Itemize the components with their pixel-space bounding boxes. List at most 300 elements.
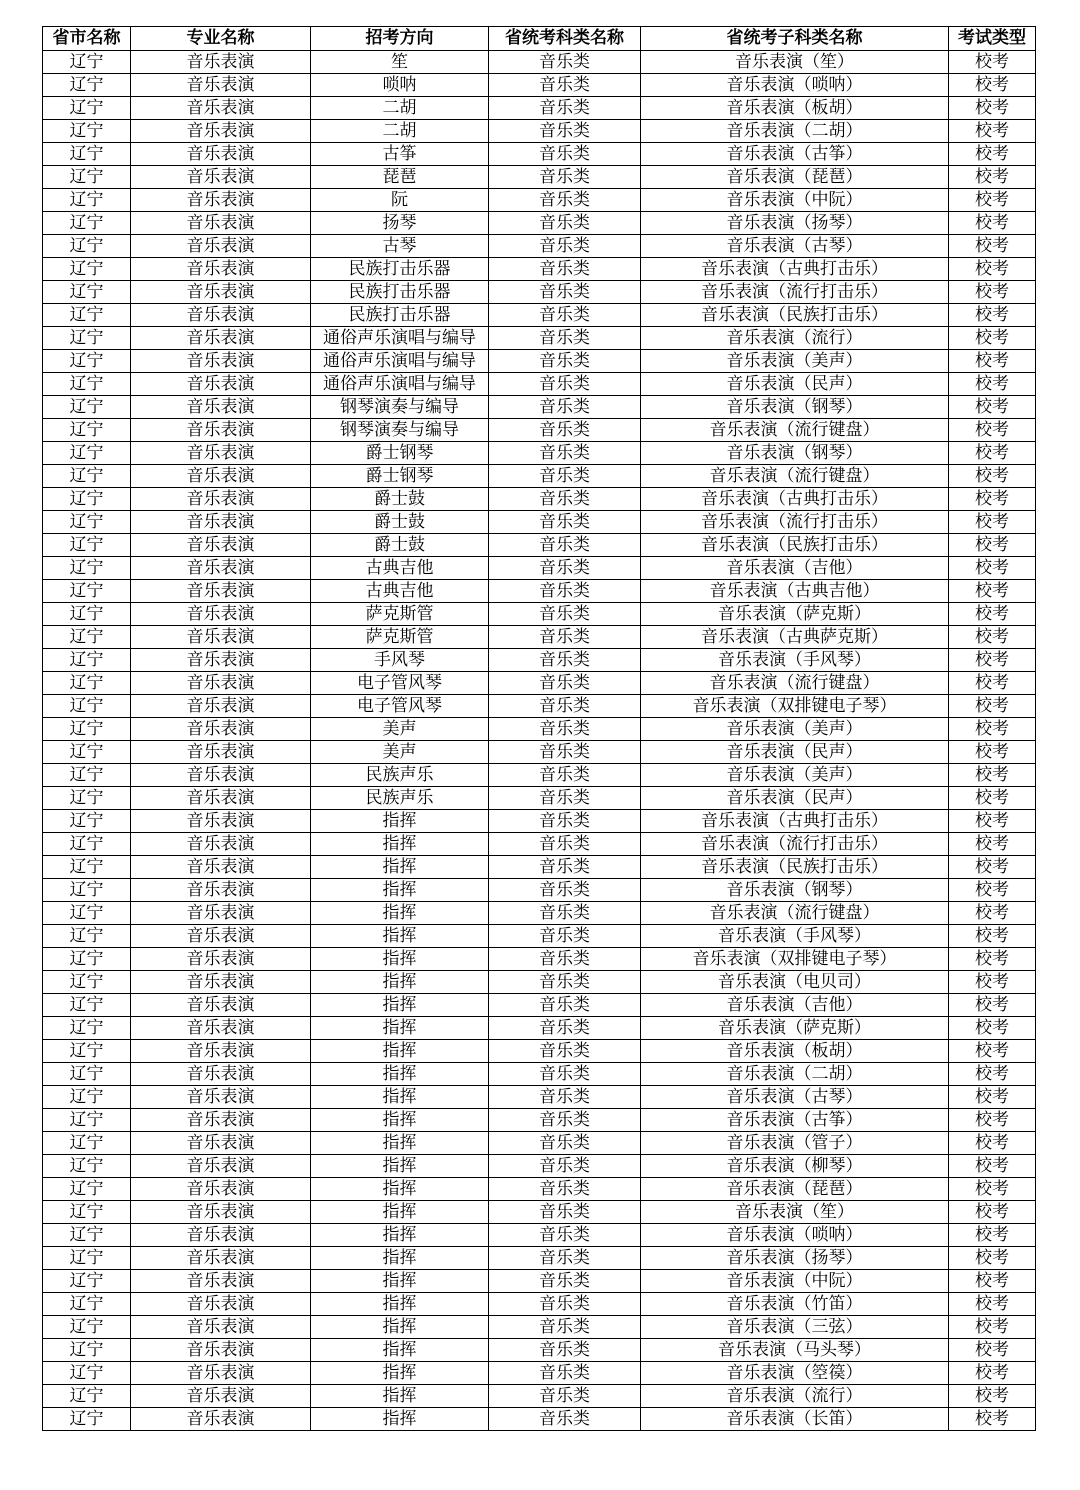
cell-exam-type: 校考 [949, 465, 1036, 488]
table-row [43, 902, 1036, 925]
cell-major: 音乐表演 [131, 1040, 311, 1063]
cell-major: 音乐表演 [131, 810, 311, 833]
cell-category: 音乐类 [489, 396, 641, 419]
cell-major: 音乐表演 [131, 97, 311, 120]
cell-category: 音乐类 [489, 1155, 641, 1178]
cell-major: 音乐表演 [131, 672, 311, 695]
cell-province: 辽宁 [43, 603, 131, 626]
cell-major: 音乐表演 [131, 948, 311, 971]
cell-exam-type: 校考 [949, 580, 1036, 603]
cell-major: 音乐表演 [131, 511, 311, 534]
cell-category: 音乐类 [489, 695, 641, 718]
table-row [43, 1063, 1036, 1086]
cell-exam-type: 校考 [949, 1178, 1036, 1201]
cell-province: 辽宁 [43, 810, 131, 833]
cell-subcategory: 音乐表演（古琴） [641, 235, 949, 258]
cell-province: 辽宁 [43, 1408, 131, 1431]
cell-exam-type: 校考 [949, 1224, 1036, 1247]
cell-category: 音乐类 [489, 281, 641, 304]
cell-subcategory: 音乐表演（流行键盘） [641, 465, 949, 488]
cell-subcategory: 音乐表演（钢琴） [641, 879, 949, 902]
table-row [43, 948, 1036, 971]
cell-province: 辽宁 [43, 465, 131, 488]
cell-exam-type: 校考 [949, 718, 1036, 741]
cell-category: 音乐类 [489, 764, 641, 787]
cell-exam-type: 校考 [949, 189, 1036, 212]
cell-direction: 古筝 [311, 143, 489, 166]
table-row [43, 1040, 1036, 1063]
cell-exam-type: 校考 [949, 1293, 1036, 1316]
cell-province: 辽宁 [43, 1247, 131, 1270]
cell-province: 辽宁 [43, 856, 131, 879]
table-row [43, 1385, 1036, 1408]
cell-subcategory: 音乐表演（竹笛） [641, 1293, 949, 1316]
cell-category: 音乐类 [489, 1247, 641, 1270]
cell-category: 音乐类 [489, 327, 641, 350]
cell-province: 辽宁 [43, 327, 131, 350]
cell-subcategory: 音乐表演（二胡） [641, 1063, 949, 1086]
cell-direction: 指挥 [311, 1155, 489, 1178]
cell-direction: 手风琴 [311, 649, 489, 672]
cell-direction: 二胡 [311, 97, 489, 120]
cell-exam-type: 校考 [949, 1063, 1036, 1086]
cell-subcategory: 音乐表演（电贝司） [641, 971, 949, 994]
table-row [43, 1408, 1036, 1431]
cell-direction: 古典吉他 [311, 580, 489, 603]
cell-exam-type: 校考 [949, 1270, 1036, 1293]
cell-category: 音乐类 [489, 787, 641, 810]
cell-category: 音乐类 [489, 488, 641, 511]
cell-province: 辽宁 [43, 580, 131, 603]
cell-province: 辽宁 [43, 442, 131, 465]
table-row [43, 971, 1036, 994]
cell-exam-type: 校考 [949, 902, 1036, 925]
cell-direction: 指挥 [311, 994, 489, 1017]
cell-subcategory: 音乐表演（古筝） [641, 143, 949, 166]
cell-province: 辽宁 [43, 557, 131, 580]
cell-subcategory: 音乐表演（流行键盘） [641, 672, 949, 695]
cell-subcategory: 音乐表演（中阮） [641, 1270, 949, 1293]
cell-province: 辽宁 [43, 511, 131, 534]
cell-province: 辽宁 [43, 258, 131, 281]
table-row [43, 695, 1036, 718]
cell-province: 辽宁 [43, 373, 131, 396]
cell-direction: 爵士鼓 [311, 534, 489, 557]
header-category: 省统考科类名称 [489, 27, 641, 51]
cell-major: 音乐表演 [131, 902, 311, 925]
cell-exam-type: 校考 [949, 1408, 1036, 1431]
cell-province: 辽宁 [43, 212, 131, 235]
cell-province: 辽宁 [43, 143, 131, 166]
cell-province: 辽宁 [43, 1155, 131, 1178]
cell-province: 辽宁 [43, 1224, 131, 1247]
cell-exam-type: 校考 [949, 350, 1036, 373]
table-row [43, 741, 1036, 764]
cell-major: 音乐表演 [131, 1385, 311, 1408]
cell-category: 音乐类 [489, 718, 641, 741]
cell-subcategory: 音乐表演（流行） [641, 1385, 949, 1408]
cell-direction: 扬琴 [311, 212, 489, 235]
cell-major: 音乐表演 [131, 1224, 311, 1247]
cell-category: 音乐类 [489, 1339, 641, 1362]
table-row [43, 603, 1036, 626]
table-row [43, 718, 1036, 741]
cell-subcategory: 音乐表演（琵琶） [641, 166, 949, 189]
cell-subcategory: 音乐表演（民族打击乐） [641, 856, 949, 879]
header-direction: 招考方向 [311, 27, 489, 51]
table-row [43, 1339, 1036, 1362]
cell-province: 辽宁 [43, 1063, 131, 1086]
cell-major: 音乐表演 [131, 879, 311, 902]
table-row [43, 1270, 1036, 1293]
cell-exam-type: 校考 [949, 626, 1036, 649]
cell-major: 音乐表演 [131, 649, 311, 672]
cell-category: 音乐类 [489, 925, 641, 948]
cell-subcategory: 音乐表演（吉他） [641, 557, 949, 580]
table-row [43, 626, 1036, 649]
cell-category: 音乐类 [489, 1017, 641, 1040]
table-row [43, 396, 1036, 419]
cell-direction: 二胡 [311, 120, 489, 143]
cell-province: 辽宁 [43, 833, 131, 856]
table-row [43, 350, 1036, 373]
cell-subcategory: 音乐表演（美声） [641, 350, 949, 373]
cell-exam-type: 校考 [949, 856, 1036, 879]
cell-category: 音乐类 [489, 1385, 641, 1408]
table-row [43, 1109, 1036, 1132]
cell-direction: 指挥 [311, 902, 489, 925]
cell-exam-type: 校考 [949, 948, 1036, 971]
cell-province: 辽宁 [43, 1385, 131, 1408]
table-row [43, 304, 1036, 327]
cell-direction: 指挥 [311, 1063, 489, 1086]
cell-subcategory: 音乐表演（古典打击乐） [641, 488, 949, 511]
cell-direction: 民族打击乐器 [311, 304, 489, 327]
cell-direction: 指挥 [311, 1270, 489, 1293]
table-row [43, 649, 1036, 672]
cell-direction: 爵士钢琴 [311, 442, 489, 465]
cell-direction: 民族打击乐器 [311, 281, 489, 304]
cell-category: 音乐类 [489, 120, 641, 143]
table-row [43, 1293, 1036, 1316]
cell-subcategory: 音乐表演（古琴） [641, 1086, 949, 1109]
cell-subcategory: 音乐表演（管子） [641, 1132, 949, 1155]
cell-province: 辽宁 [43, 741, 131, 764]
cell-direction: 指挥 [311, 1316, 489, 1339]
cell-province: 辽宁 [43, 902, 131, 925]
cell-major: 音乐表演 [131, 166, 311, 189]
cell-major: 音乐表演 [131, 534, 311, 557]
cell-category: 音乐类 [489, 1293, 641, 1316]
cell-major: 音乐表演 [131, 1132, 311, 1155]
cell-province: 辽宁 [43, 994, 131, 1017]
cell-major: 音乐表演 [131, 1293, 311, 1316]
header-major: 专业名称 [131, 27, 311, 51]
cell-subcategory: 音乐表演（中阮） [641, 189, 949, 212]
cell-subcategory: 音乐表演（马头琴） [641, 1339, 949, 1362]
cell-major: 音乐表演 [131, 626, 311, 649]
cell-category: 音乐类 [489, 350, 641, 373]
cell-exam-type: 校考 [949, 51, 1036, 74]
cell-exam-type: 校考 [949, 672, 1036, 695]
cell-direction: 钢琴演奏与编导 [311, 396, 489, 419]
table-row [43, 833, 1036, 856]
cell-subcategory: 音乐表演（民族打击乐） [641, 304, 949, 327]
table-row [43, 787, 1036, 810]
cell-exam-type: 校考 [949, 764, 1036, 787]
cell-direction: 美声 [311, 718, 489, 741]
cell-direction: 指挥 [311, 1339, 489, 1362]
table-row [43, 1247, 1036, 1270]
cell-category: 音乐类 [489, 465, 641, 488]
cell-exam-type: 校考 [949, 511, 1036, 534]
cell-direction: 电子管风琴 [311, 695, 489, 718]
cell-category: 音乐类 [489, 1086, 641, 1109]
cell-direction: 指挥 [311, 1201, 489, 1224]
cell-major: 音乐表演 [131, 1178, 311, 1201]
cell-province: 辽宁 [43, 764, 131, 787]
cell-direction: 指挥 [311, 1040, 489, 1063]
cell-subcategory: 音乐表演（古典萨克斯） [641, 626, 949, 649]
cell-category: 音乐类 [489, 373, 641, 396]
cell-province: 辽宁 [43, 166, 131, 189]
cell-province: 辽宁 [43, 971, 131, 994]
cell-category: 音乐类 [489, 1109, 641, 1132]
cell-subcategory: 音乐表演（笙） [641, 1201, 949, 1224]
cell-exam-type: 校考 [949, 304, 1036, 327]
cell-province: 辽宁 [43, 534, 131, 557]
cell-direction: 阮 [311, 189, 489, 212]
cell-province: 辽宁 [43, 97, 131, 120]
cell-exam-type: 校考 [949, 1339, 1036, 1362]
cell-major: 音乐表演 [131, 51, 311, 74]
cell-province: 辽宁 [43, 1132, 131, 1155]
cell-subcategory: 音乐表演（民声） [641, 787, 949, 810]
cell-major: 音乐表演 [131, 327, 311, 350]
cell-exam-type: 校考 [949, 373, 1036, 396]
cell-direction: 指挥 [311, 833, 489, 856]
cell-exam-type: 校考 [949, 1017, 1036, 1040]
table-row [43, 1155, 1036, 1178]
cell-exam-type: 校考 [949, 1316, 1036, 1339]
cell-exam-type: 校考 [949, 741, 1036, 764]
cell-province: 辽宁 [43, 281, 131, 304]
cell-category: 音乐类 [489, 97, 641, 120]
cell-direction: 民族打击乐器 [311, 258, 489, 281]
table-row [43, 1362, 1036, 1385]
table-row [43, 419, 1036, 442]
cell-major: 音乐表演 [131, 856, 311, 879]
cell-province: 辽宁 [43, 51, 131, 74]
table-row [43, 994, 1036, 1017]
cell-exam-type: 校考 [949, 879, 1036, 902]
cell-direction: 美声 [311, 741, 489, 764]
cell-major: 音乐表演 [131, 235, 311, 258]
table-row [43, 166, 1036, 189]
cell-province: 辽宁 [43, 626, 131, 649]
cell-category: 音乐类 [489, 511, 641, 534]
cell-subcategory: 音乐表演（流行打击乐） [641, 833, 949, 856]
cell-subcategory: 音乐表演（手风琴） [641, 925, 949, 948]
cell-subcategory: 音乐表演（唢呐） [641, 74, 949, 97]
cell-direction: 指挥 [311, 1385, 489, 1408]
cell-direction: 笙 [311, 51, 489, 74]
cell-exam-type: 校考 [949, 327, 1036, 350]
cell-exam-type: 校考 [949, 281, 1036, 304]
cell-direction: 通俗声乐演唱与编导 [311, 350, 489, 373]
cell-province: 辽宁 [43, 350, 131, 373]
cell-major: 音乐表演 [131, 1086, 311, 1109]
cell-direction: 指挥 [311, 1017, 489, 1040]
cell-major: 音乐表演 [131, 603, 311, 626]
cell-subcategory: 音乐表演（萨克斯） [641, 1017, 949, 1040]
cell-direction: 唢呐 [311, 74, 489, 97]
cell-subcategory: 音乐表演（民族打击乐） [641, 534, 949, 557]
cell-province: 辽宁 [43, 488, 131, 511]
cell-major: 音乐表演 [131, 833, 311, 856]
cell-category: 音乐类 [489, 304, 641, 327]
cell-category: 音乐类 [489, 189, 641, 212]
cell-exam-type: 校考 [949, 1109, 1036, 1132]
cell-direction: 通俗声乐演唱与编导 [311, 373, 489, 396]
cell-category: 音乐类 [489, 1178, 641, 1201]
cell-subcategory: 音乐表演（长笛） [641, 1408, 949, 1431]
cell-province: 辽宁 [43, 120, 131, 143]
cell-province: 辽宁 [43, 74, 131, 97]
cell-subcategory: 音乐表演（古筝） [641, 1109, 949, 1132]
cell-major: 音乐表演 [131, 373, 311, 396]
cell-major: 音乐表演 [131, 304, 311, 327]
table-row [43, 465, 1036, 488]
cell-subcategory: 音乐表演（三弦） [641, 1316, 949, 1339]
cell-exam-type: 校考 [949, 1132, 1036, 1155]
cell-subcategory: 音乐表演（双排键电子琴） [641, 948, 949, 971]
table-row [43, 580, 1036, 603]
cell-major: 音乐表演 [131, 1063, 311, 1086]
cell-direction: 古琴 [311, 235, 489, 258]
cell-direction: 指挥 [311, 1109, 489, 1132]
cell-subcategory: 音乐表演（流行打击乐） [641, 281, 949, 304]
cell-province: 辽宁 [43, 718, 131, 741]
cell-major: 音乐表演 [131, 787, 311, 810]
table-row [43, 120, 1036, 143]
cell-direction: 古典吉他 [311, 557, 489, 580]
cell-province: 辽宁 [43, 672, 131, 695]
cell-subcategory: 音乐表演（板胡） [641, 97, 949, 120]
cell-category: 音乐类 [489, 994, 641, 1017]
table-row [43, 235, 1036, 258]
cell-province: 辽宁 [43, 879, 131, 902]
cell-subcategory: 音乐表演（吉他） [641, 994, 949, 1017]
cell-exam-type: 校考 [949, 1155, 1036, 1178]
cell-subcategory: 音乐表演（流行键盘） [641, 419, 949, 442]
cell-direction: 萨克斯管 [311, 626, 489, 649]
cell-direction: 电子管风琴 [311, 672, 489, 695]
cell-category: 音乐类 [489, 1362, 641, 1385]
cell-province: 辽宁 [43, 695, 131, 718]
cell-direction: 指挥 [311, 856, 489, 879]
cell-category: 音乐类 [489, 1408, 641, 1431]
table-row [43, 879, 1036, 902]
cell-direction: 指挥 [311, 1293, 489, 1316]
cell-subcategory: 音乐表演（古典打击乐） [641, 258, 949, 281]
table-row [43, 258, 1036, 281]
cell-exam-type: 校考 [949, 833, 1036, 856]
table-row [43, 810, 1036, 833]
cell-major: 音乐表演 [131, 258, 311, 281]
table-row [43, 74, 1036, 97]
table-row [43, 672, 1036, 695]
cell-major: 音乐表演 [131, 994, 311, 1017]
table-row [43, 1132, 1036, 1155]
cell-category: 音乐类 [489, 672, 641, 695]
cell-province: 辽宁 [43, 1086, 131, 1109]
cell-exam-type: 校考 [949, 695, 1036, 718]
cell-category: 音乐类 [489, 580, 641, 603]
cell-exam-type: 校考 [949, 1086, 1036, 1109]
cell-subcategory: 音乐表演（箜篌） [641, 1362, 949, 1385]
cell-exam-type: 校考 [949, 120, 1036, 143]
cell-category: 音乐类 [489, 833, 641, 856]
cell-major: 音乐表演 [131, 350, 311, 373]
cell-province: 辽宁 [43, 1293, 131, 1316]
cell-direction: 指挥 [311, 1178, 489, 1201]
cell-subcategory: 音乐表演（流行打击乐） [641, 511, 949, 534]
cell-category: 音乐类 [489, 856, 641, 879]
cell-subcategory: 音乐表演（萨克斯） [641, 603, 949, 626]
cell-direction: 指挥 [311, 971, 489, 994]
table-row [43, 1086, 1036, 1109]
cell-category: 音乐类 [489, 1270, 641, 1293]
cell-province: 辽宁 [43, 189, 131, 212]
cell-major: 音乐表演 [131, 925, 311, 948]
cell-major: 音乐表演 [131, 1017, 311, 1040]
cell-category: 音乐类 [489, 649, 641, 672]
cell-direction: 指挥 [311, 1408, 489, 1431]
table-row [43, 281, 1036, 304]
cell-exam-type: 校考 [949, 396, 1036, 419]
cell-category: 音乐类 [489, 1201, 641, 1224]
cell-direction: 指挥 [311, 1247, 489, 1270]
cell-major: 音乐表演 [131, 1201, 311, 1224]
cell-major: 音乐表演 [131, 465, 311, 488]
cell-category: 音乐类 [489, 74, 641, 97]
table-row [43, 1201, 1036, 1224]
cell-exam-type: 校考 [949, 97, 1036, 120]
cell-exam-type: 校考 [949, 442, 1036, 465]
cell-category: 音乐类 [489, 1040, 641, 1063]
cell-subcategory: 音乐表演（二胡） [641, 120, 949, 143]
cell-subcategory: 音乐表演（手风琴） [641, 649, 949, 672]
cell-exam-type: 校考 [949, 419, 1036, 442]
cell-province: 辽宁 [43, 1201, 131, 1224]
cell-subcategory: 音乐表演（唢呐） [641, 1224, 949, 1247]
cell-category: 音乐类 [489, 810, 641, 833]
header-exam-type: 考试类型 [949, 27, 1036, 51]
cell-direction: 爵士鼓 [311, 488, 489, 511]
cell-province: 辽宁 [43, 1178, 131, 1201]
cell-province: 辽宁 [43, 1109, 131, 1132]
cell-subcategory: 音乐表演（扬琴） [641, 1247, 949, 1270]
cell-category: 音乐类 [489, 51, 641, 74]
cell-province: 辽宁 [43, 649, 131, 672]
cell-province: 辽宁 [43, 1362, 131, 1385]
table-row [43, 212, 1036, 235]
cell-major: 音乐表演 [131, 695, 311, 718]
cell-exam-type: 校考 [949, 925, 1036, 948]
cell-category: 音乐类 [489, 166, 641, 189]
table-row [43, 764, 1036, 787]
